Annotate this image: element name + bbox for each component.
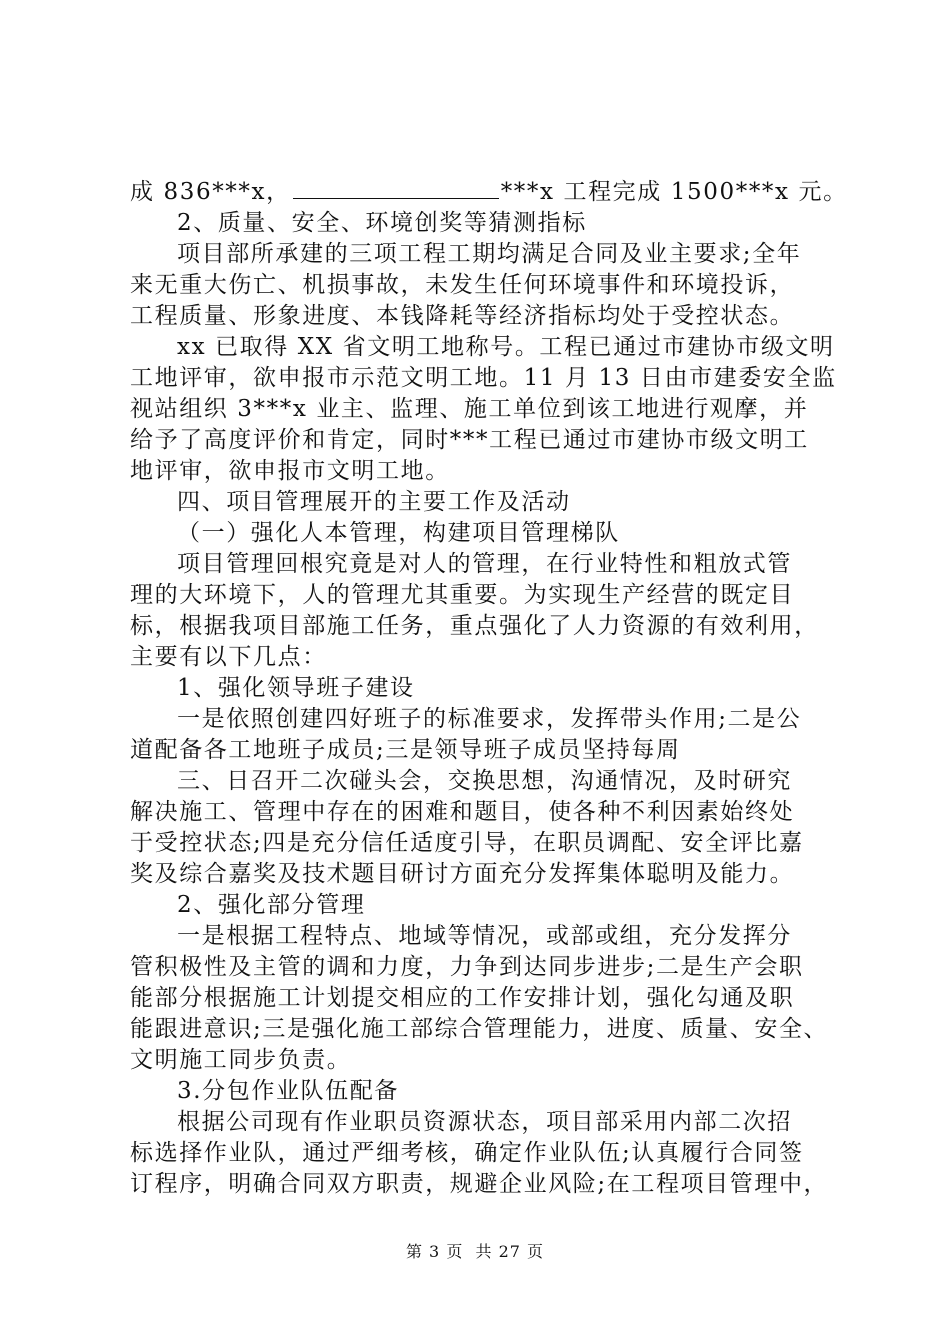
paragraph-line: 项目部所承建的三项工程工期均满足合同及业主要求;全年	[177, 241, 802, 267]
paragraph-line: 标选择作业队，通过严细考核，确定作业队伍;认真履行合同签	[130, 1140, 804, 1166]
paragraph-line: 给予了高度评价和肯定，同时***工程已通过市建协市级文明工	[130, 427, 809, 453]
paragraph-line: 视站组织 3***x 业主、监理、施工单位到该工地进行观摩，并	[130, 396, 809, 422]
paragraph-line: 一是依照创建四好班子的标准要求，发挥带头作用;二是公	[177, 706, 802, 732]
subsection-heading: （一）强化人本管理，构建项目管理梯队	[177, 520, 620, 546]
paragraph-line: 标，根据我项目部施工任务，重点强化了人力资源的有效利用，	[130, 613, 819, 639]
section-heading: 四、项目管理展开的主要工作及活动	[177, 489, 571, 515]
paragraph-line: 管积极性及主管的调和力度，力争到达同步进步;二是生产会职	[130, 954, 804, 980]
fill-in-blank	[293, 178, 499, 199]
section-heading: 2、质量、安全、环境创奖等猜测指标	[177, 210, 587, 236]
paragraph-line: 订程序，明确合同双方职责，规避企业风险;在工程项目管理中，	[130, 1171, 829, 1197]
paragraph-line: 项目管理回根究竟是对人的管理，在行业特性和粗放式管	[177, 551, 792, 577]
paragraph-line: 主要有以下几点：	[130, 644, 327, 670]
paragraph-line: 奖及综合嘉奖及技术题目研讨方面充分发挥集体聪明及能力。	[130, 861, 795, 887]
section-heading: 3.分包作业队伍配备	[177, 1078, 399, 1104]
paragraph-line: 能跟进意识;三是强化施工部综合管理能力，进度、质量、安全、	[130, 1016, 829, 1042]
paragraph-line: 一是根据工程特点、地域等情况，或部或组，充分发挥分	[177, 923, 792, 949]
paragraph-line: 三、日召开二次碰头会，交换思想，沟通情况，及时研究	[177, 768, 792, 794]
paragraph-line: 能部分根据施工计划提交相应的工作安排计划，强化勾通及职	[130, 985, 795, 1011]
paragraph-line: 解决施工、管理中存在的困难和题目，使各种不利因素始终处	[130, 799, 795, 825]
section-heading: 1、强化领导班子建设	[177, 675, 415, 701]
paragraph-line: 根据公司现有作业职员资源状态，项目部采用内部二次招	[177, 1109, 792, 1135]
paragraph-line: 地评审，欲申报市文明工地。	[130, 458, 450, 484]
paragraph-line: 道配备各工地班子成员;三是领导班子成员坚持每周	[130, 737, 681, 763]
paragraph-line: 于受控状态;四是充分信任适度引导，在职员调配、安全评比嘉	[130, 830, 804, 856]
paragraph-line: 来无重大伤亡、机损事故，未发生任何环境事件和环境投诉，	[130, 272, 795, 298]
paragraph-line: 工程质量、形象进度、本钱降耗等经济指标均处于受控状态。	[130, 303, 795, 329]
text-segment: ***x 工程完成 1500***x 元。	[500, 179, 848, 205]
paragraph-line: 文明施工同步负责。	[130, 1047, 352, 1073]
paragraph-line: 工地评审，欲申报市示范文明工地。11 月 13 日由市建委安全监	[130, 365, 837, 391]
paragraph-line: xx 已取得 XX 省文明工地称号。工程已通过市建协市级文明	[177, 334, 835, 360]
paragraph-line: 理的大环境下，人的管理尤其重要。为实现生产经营的既定目	[130, 582, 795, 608]
section-heading: 2、强化部分管理	[177, 892, 366, 918]
text-segment: 成 836***x，	[130, 179, 291, 205]
page-number-footer: 第 3 页 共 27 页	[405, 1242, 545, 1261]
paragraph-line	[130, 175, 850, 209]
